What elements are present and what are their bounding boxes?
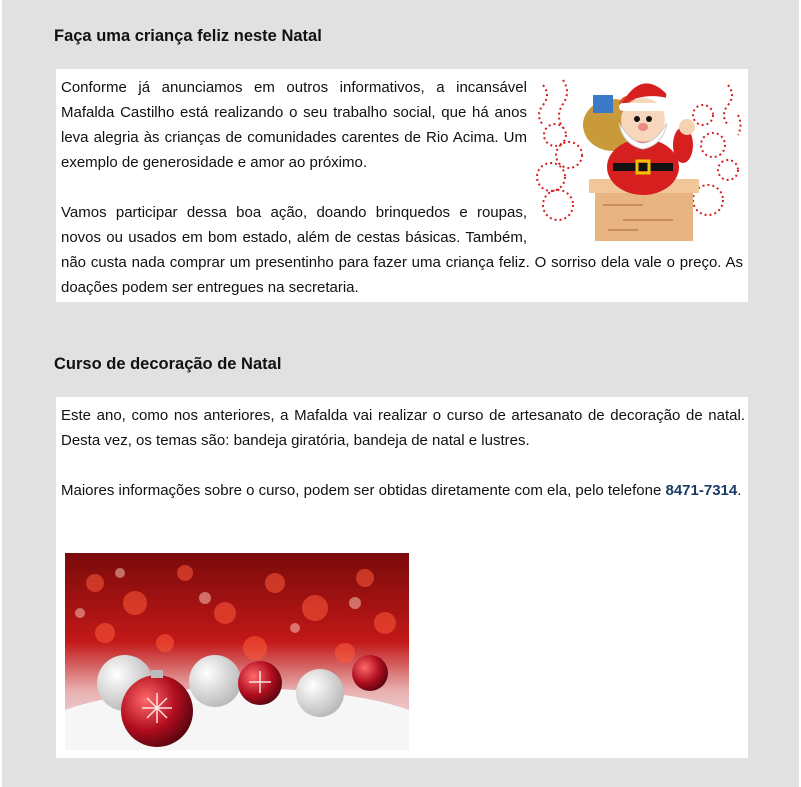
christmas-ornaments-photo	[65, 553, 409, 750]
section-title-christmas-donation: Faça uma criança feliz neste Natal	[54, 27, 322, 45]
section-title-decoration-course: Curso de decoração de Natal	[54, 355, 282, 373]
course-paragraph-1: Este ano, como nos anteriores, a Mafalda vai realizar o curso de artesanato de decoração de natal. Desta vez, os temas são: bandeja giratória, bandeja de natal e lustres.	[61, 407, 745, 449]
phone-number-link[interactable]: 8471-7314	[665, 482, 738, 499]
donation-paragraph-2: Vamos participar dessa boa ação, doando brinquedos e roupas, novos ou usados em bom estado, além de cestas básicas. Também, não custa nada comprar um presentinho para fazer uma criança feliz. O sorriso dela vale o preço. As doações podem ser entregues na secretaria.	[61, 204, 743, 296]
newsletter-page	[2, 0, 799, 787]
course-paragraph-2	[61, 478, 745, 503]
course-info-text: Maiores informações sobre o curso, podem ser obtidas diretamente com ela, pelo telefone	[61, 482, 662, 499]
donation-paragraph-1: Conforme já anunciamos em outros informativos, a incansável Mafalda Castilho está realizando o seu trabalho social, que há anos leva alegria às crianças de comunidades carentes de Rio Acima. Um exemplo de generosidade e amor ao próximo.	[61, 79, 527, 171]
donation-panel	[56, 69, 748, 302]
santa-claus-illustration	[533, 75, 743, 243]
sentence-period: .	[737, 482, 742, 499]
course-panel	[56, 397, 748, 758]
